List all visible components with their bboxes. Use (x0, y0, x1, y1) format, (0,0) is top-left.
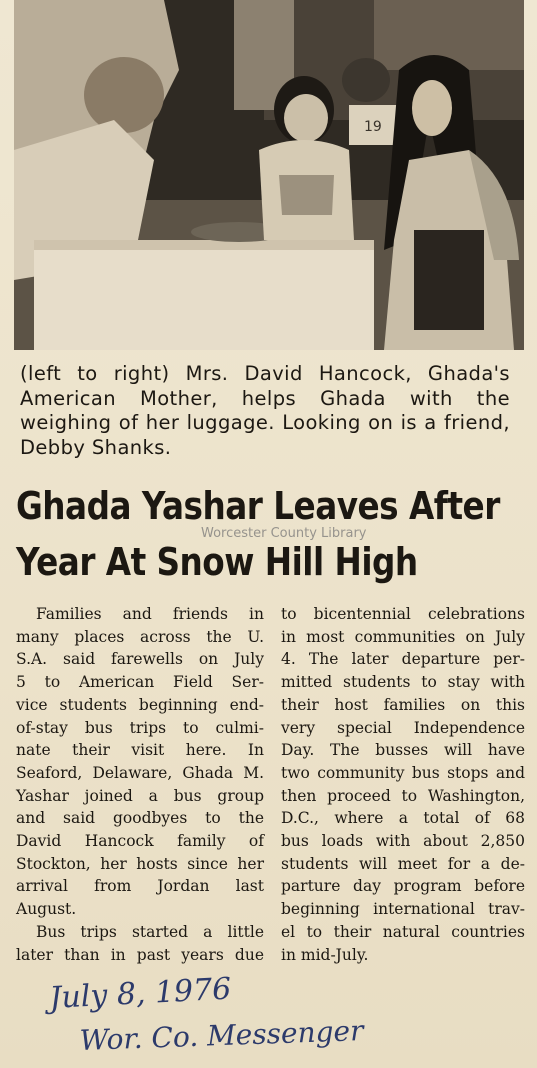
article-line: arrival from Jordan last (16, 877, 264, 896)
handwritten-source: Wor. Co. Messenger (79, 1014, 364, 1057)
handwritten-note (40, 972, 470, 1062)
article-line: very special Independence (281, 718, 525, 737)
article-line: parture day program before (281, 877, 525, 896)
article-line: bus loads with about 2,850 (281, 832, 525, 851)
article-line: students will meet for a de- (281, 854, 525, 873)
library-watermark: Worcester County Library (201, 526, 367, 541)
article-line: to bicentennial celebrations (281, 605, 525, 623)
article-line: Bus trips started a little (36, 922, 264, 941)
article-line: 5 to American Field Ser- (16, 673, 264, 692)
article-line: vice students beginning end- (16, 695, 264, 714)
photo-illustration (14, 0, 524, 350)
sign-text: 19 (364, 119, 382, 135)
article-line: and said goodbyes to the (16, 809, 264, 828)
article-line: their host families on this (281, 695, 525, 714)
article-column-left (16, 603, 264, 966)
article-line: Yashar joined a bus group (16, 786, 264, 805)
article-line: D.C., where a total of 68 (281, 809, 525, 828)
news-photo (14, 0, 524, 350)
handwriting-svg (40, 972, 470, 1062)
article-line: David Hancock family of (16, 832, 264, 851)
article-line: Day. The busses will have (281, 741, 525, 760)
article-line: S.A. said farewells on July (16, 650, 264, 669)
article-line: nate their visit here. In (16, 741, 264, 760)
article-line: in mid-July. (281, 945, 369, 964)
article-line: mitted students to stay with (281, 673, 525, 692)
article-line: Stockton, her hosts since her (16, 854, 264, 873)
article-column-right (281, 603, 525, 966)
article-line: then proceed to Washington, (281, 786, 525, 805)
article-line: later than in past years due (16, 945, 264, 964)
article-line: in most communities on July (281, 627, 525, 646)
article-line: many places across the U. (16, 627, 264, 646)
headline-line-2: Year At Snow Hill High (16, 540, 418, 584)
article-line: two community bus stops and (281, 763, 525, 782)
article-line: 4. The later departure per- (281, 650, 525, 669)
handwritten-date: July 8, 1976 (48, 972, 233, 1016)
article-line: beginning international trav- (281, 900, 525, 919)
article-line: of-stay bus trips to culmi- (16, 718, 264, 737)
article-line: Families and friends in (36, 605, 264, 623)
article-line: Seaford, Delaware, Ghada M. (16, 763, 264, 782)
article-line: el to their natural countries (281, 922, 525, 941)
headline-line-1: Ghada Yashar Leaves After (16, 484, 500, 528)
photo-caption: (left to right) Mrs. David Hancock, Ghada's American Mother, helps Ghada with the weighing of her luggage. Looking on is a friend, Debby Shanks. (20, 362, 510, 459)
article-line: August. (16, 900, 77, 919)
